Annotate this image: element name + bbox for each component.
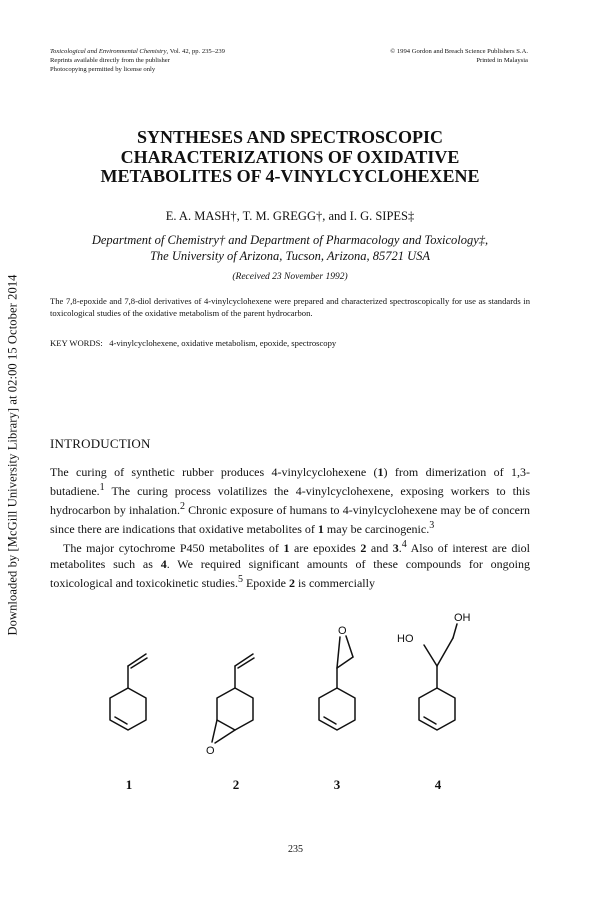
printed-note: Printed in Malaysia <box>476 57 528 64</box>
page-number: 235 <box>288 844 303 855</box>
citation-ref: 4 <box>401 539 407 550</box>
journal-header-right <box>390 47 528 65</box>
hydroxyl-bond <box>453 624 457 638</box>
copyright-note: © 1994 Gordon and Breach Science Publishers S.A. <box>390 48 528 55</box>
text-run: The major cytochrome P450 metabolites of <box>63 541 284 555</box>
structure-1-diagram <box>100 630 170 750</box>
download-watermark <box>3 265 23 645</box>
text-run: ) from dimerization of 1,3-butadiene. <box>50 465 530 498</box>
hydroxyl-label: OH <box>454 612 471 624</box>
body-text <box>50 464 530 591</box>
text-run: is commercially <box>294 576 375 590</box>
journal-header-left <box>50 47 225 74</box>
article-title <box>50 128 530 187</box>
reprints-note: Reprints available directly from the publisher <box>50 57 170 64</box>
abstract: The 7,8-epoxide and 7,8-diol derivatives of 4-vinylcyclohexene were prepared and characterized spectroscopically for use as standards in toxicological studies of the oxidative metabolism of the parent hydrocarbon. <box>50 296 530 318</box>
epoxide-oxygen: O <box>206 745 215 757</box>
compound-ref: 1 <box>283 541 290 555</box>
section-heading: INTRODUCTION <box>50 436 151 451</box>
compound-ref: 1 <box>317 522 324 536</box>
structure-4-diagram <box>395 610 495 750</box>
hydroxyl-bond <box>424 645 437 666</box>
epoxide-bond <box>346 636 353 657</box>
affiliation <box>50 232 530 264</box>
structure-3-diagram <box>305 615 375 750</box>
keywords-label: KEY WORDS: <box>50 338 103 348</box>
epoxide-bond <box>212 720 217 742</box>
keywords-list: 4-vinylcyclohexene, oxidative metabolism, epoxide, spectroscopy <box>109 338 337 348</box>
compound-ref: 4 <box>160 557 167 571</box>
affiliation-line: The University of Arizona, Tucson, Arizona, 85721 USA <box>149 249 431 263</box>
title-line: METABOLITES OF 4-VINYLCYCLOHEXENE <box>100 166 480 186</box>
compound-ref: 2 <box>288 576 295 590</box>
structure-label-4: 4 <box>434 777 442 792</box>
epoxide-bond <box>337 657 353 668</box>
structure-label-3: 3 <box>333 777 341 792</box>
paragraph <box>50 464 530 537</box>
epoxide-oxygen: O <box>338 625 347 637</box>
text-run: Chronic exposure of humans to 4-vinylcyclohexene may be of concern since there are indications that oxidative metabolites of <box>50 503 530 536</box>
citation-ref: 5 <box>237 574 243 585</box>
text-run: . <box>398 541 402 555</box>
journal-citation <box>50 47 225 56</box>
text-run: The curing of synthetic rubber produces 4-vinylcyclohexene ( <box>50 465 378 479</box>
text-run: . We required significant amounts of these compounds for ongoing toxicological and toxicokinetic studies. <box>50 557 530 590</box>
citation-ref: 2 <box>180 501 185 512</box>
keywords <box>50 338 530 348</box>
paragraph <box>50 537 530 591</box>
received-date: (Received 23 November 1992) <box>232 272 348 282</box>
compound-ref: 1 <box>377 465 384 479</box>
cyclohexene-ring <box>319 688 355 730</box>
structure-label-2: 2 <box>232 777 240 792</box>
text-run: and <box>366 541 393 555</box>
text-run: are epoxides <box>289 541 361 555</box>
text-run: The curing process volatilizes the 4-vinylcyclohexene, exposing workers to this hydrocarbon by inhalation. <box>50 484 530 517</box>
photocopying-note: Photocopying permitted by license only <box>50 66 156 73</box>
cyclohexene-ring <box>110 688 146 730</box>
text-run: Also of interest are diol metabolites such as <box>50 541 531 571</box>
compound-ref: 2 <box>360 541 367 555</box>
title-line: CHARACTERIZATIONS OF OXIDATIVE <box>120 146 460 167</box>
cyclohexane-ring <box>217 688 253 730</box>
affiliation-line: Department of Chemistry† and Department of Pharmacology and Toxicology‡, <box>91 233 489 247</box>
citation-ref: 1 <box>99 482 105 493</box>
citation-ref: 3 <box>429 520 435 531</box>
journal-name: Toxicological and Environmental Chemistry <box>50 48 167 55</box>
structure-2-diagram <box>205 630 275 760</box>
compound-ref: 3 <box>392 541 399 555</box>
epoxide-bond <box>337 637 340 668</box>
side-chain-bond <box>437 638 453 666</box>
epoxide-bond <box>215 730 235 743</box>
text-run: may be carcinogenic. <box>323 522 430 536</box>
text-run: Epoxide <box>242 576 289 590</box>
download-note: Downloaded by [McGill University Library] at 02:00 15 October 2014 <box>5 274 20 636</box>
structure-label-1: 1 <box>125 777 133 792</box>
title-line: SYNTHESES AND SPECTROSCOPIC <box>136 127 444 147</box>
hydroxyl-label: HO <box>397 633 414 645</box>
volume-pages: , Vol. 42, pp. 235–239 <box>166 48 225 55</box>
cyclohexene-ring <box>419 688 455 730</box>
authors: E. A. MASH†, T. M. GREGG†, and I. G. SIPES‡ <box>165 209 415 223</box>
